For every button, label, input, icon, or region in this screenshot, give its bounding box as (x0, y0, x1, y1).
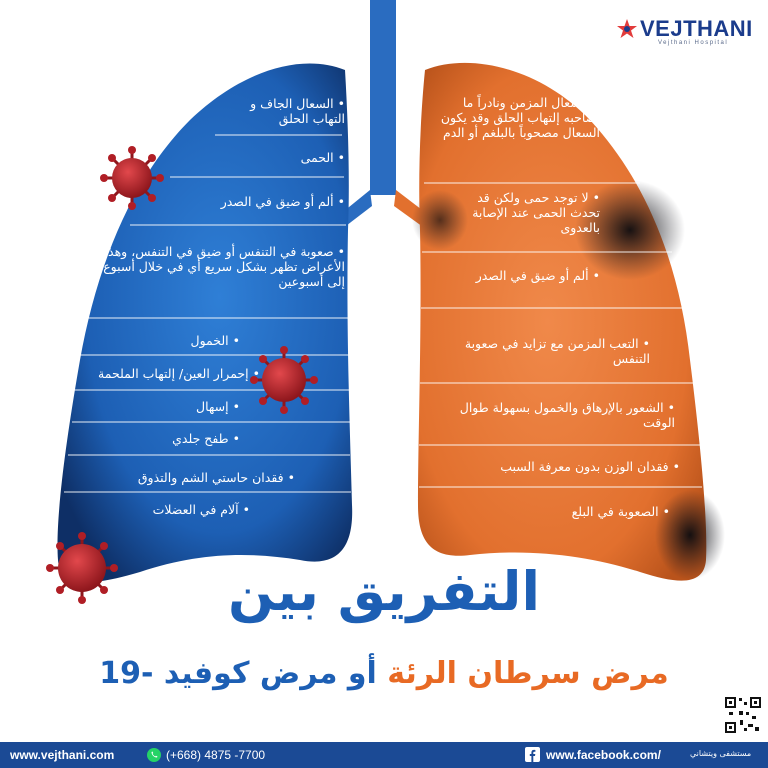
covid-symptom-6: • إحمرار العين/ إلتهاب الملحمة (98, 366, 260, 381)
cancer-symptom-2: • لا توجد حمى ولكن قد تحدث الحمى عند الإصابة بالعدوى (472, 190, 600, 235)
covid-symptom-8: • طفح جلدي (172, 431, 240, 446)
virus-icon (250, 346, 318, 414)
cancer-symptom-7: • الصعوبة في البلع (571, 504, 670, 519)
facebook-page-name: مستشفى ويتشاني (690, 749, 752, 758)
covid-symptom-2: • الحمى (300, 150, 345, 165)
subtitle (0, 654, 768, 694)
covid-symptom-7: • إسهال (196, 399, 240, 414)
logo-star-icon (616, 18, 638, 40)
website-link[interactable]: www.vejthani.com (10, 748, 115, 762)
covid-symptom-10: • آلام في العضلات (152, 502, 250, 517)
covid-symptom-3: • ألم أو ضيق في الصدر (220, 194, 345, 209)
facebook-icon (525, 747, 540, 762)
cancer-symptom-6: • فقدان الوزن بدون معرفة السبب (500, 459, 680, 474)
facebook-link[interactable]: www.facebook.com/ (546, 748, 661, 762)
main-title: التفريق بين (228, 560, 540, 623)
subtitle-covid: أو مرض كوفيد -19 (99, 656, 377, 691)
subtitle-lung-cancer: مرض سرطان الرئة (387, 656, 669, 691)
brand-name: VEJTHANI (640, 16, 753, 41)
brand-tagline: Vejthani Hospital (658, 40, 729, 46)
cancer-symptom-4: • التعب المزمن مع تزايد في صعوبة التنفس (464, 336, 650, 366)
footer-bar (0, 742, 768, 768)
covid-symptom-9: • فقدان حاستي الشم والتذوق (137, 470, 295, 485)
cancer-symptom-5: • الشعور بالإرهاق والخمول بسهولة طوال الوقت (459, 400, 675, 430)
covid-symptom-5: • الخمول (190, 333, 240, 348)
covid-symptom-1: • السعال الجاف و التهاب الحلق (250, 96, 345, 126)
phone-number[interactable]: (+668) 4875 -7700 (166, 748, 266, 762)
hospital-logo (616, 14, 753, 48)
cancer-symptom-3: • ألم أو ضيق في الصدر (475, 268, 600, 283)
covid-symptom-4: • صعوبة في التنفس أو ضيق في التنفس، وهذه الأعراض تظهر بشكل سريع أي في خلال أسبوع إلى أسبوعين (101, 244, 345, 289)
virus-icon (100, 146, 164, 210)
whatsapp-icon (146, 747, 162, 763)
cancer-symptom-1: • السعال المزمن ونادراً ما يصاحبه إلتهاب الحلق وقد يكون السعال مصحوباً بالبلغم أو الدم (440, 95, 600, 140)
qr-code (724, 696, 762, 734)
trachea (338, 0, 430, 232)
cancer-lung (418, 63, 706, 581)
